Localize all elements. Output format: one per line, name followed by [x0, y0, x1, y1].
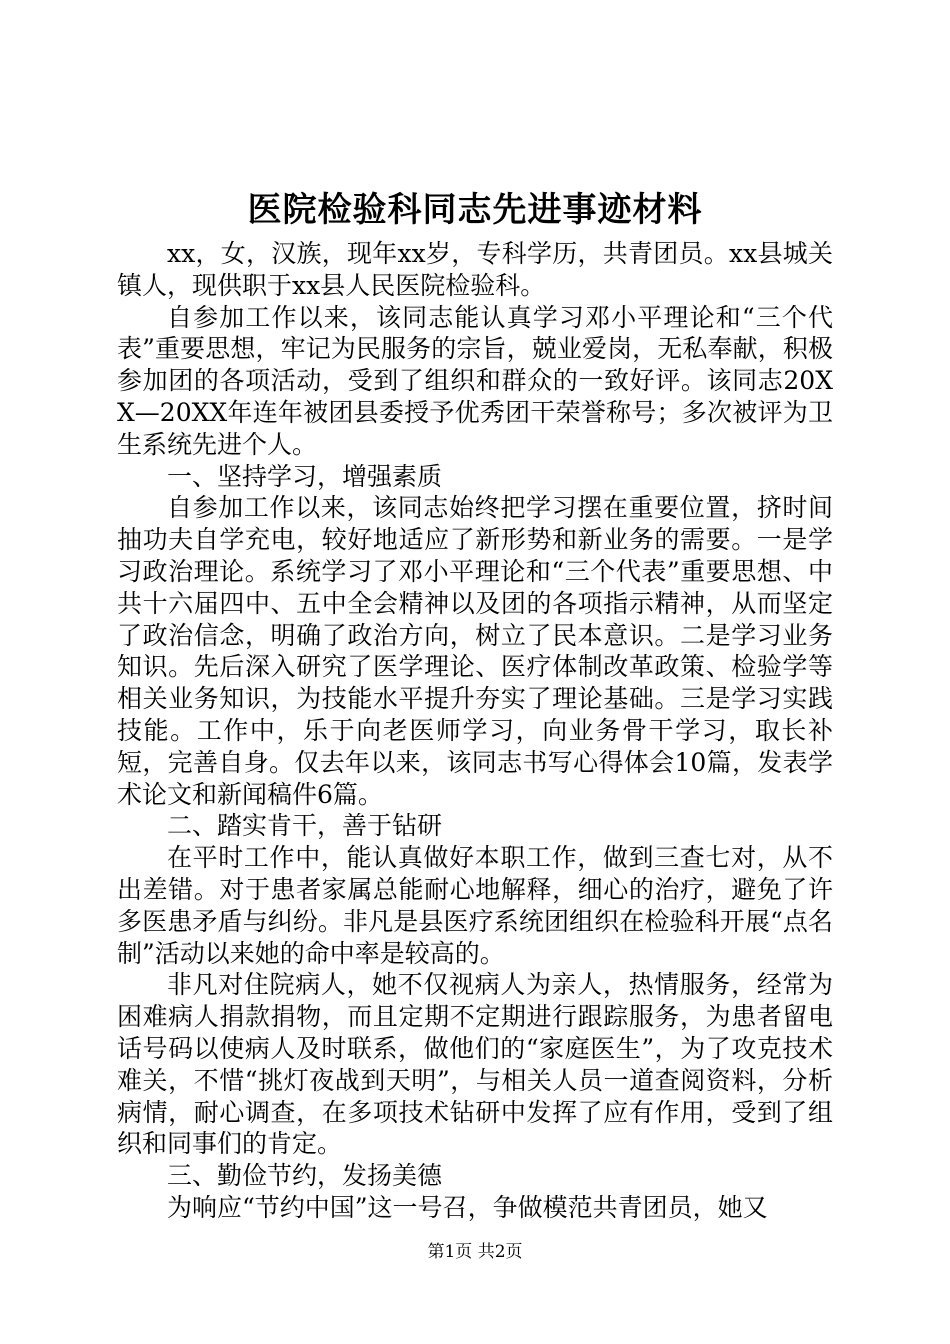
paragraph-study: 自参加工作以来，该同志始终把学习摆在重要位置，挤时间抽功夫自学充电，较好地适应了新形势和新业务的需要。一是学习政治理论。系统学习了邓小平理论和“三个代表”重要思想、中共十六届四中、五中全会精神以及团的各项指示精神，从而坚定了政治信念，明确了政治方向，树立了民本意识。二是学习业务知识。先后深入研究了医学理论、医疗体制改革政策、检验学等相关业务知识，为技能水平提升夯实了理论基础。三是学习实践技能。工作中，乐于向老医师学习，向业务骨干学习，取长补短，完善自身。仅去年以来，该同志书写心得体会10篇，发表学术论文和新闻稿件6篇。	[117, 493, 833, 809]
paragraph-patients: 非凡对住院病人，她不仅视病人为亲人，热情服务，经常为困难病人捐款捐物，而且定期不定期进行跟踪服务，为患者留电话号码以使病人及时联系，做他们的“家庭医生”，为了攻克技术难关，不惜“挑灯夜战到天明”，与相关人员一道查阅资料，分析病情，耐心调查，在多项技术钻研中发挥了应有作用，受到了组织和同事们的肯定。	[117, 970, 833, 1159]
section-heading-3: 三、勤俭节约，发扬美德	[167, 1161, 443, 1191]
paragraph-work: 在平时工作中，能认真做好本职工作，做到三查七对，从不出差错。对于患者家属总能耐心地解释，细心的治疗，避免了许多医患矛盾与纠纷。非凡是县医疗系统团组织在检验科开展“点名制”活动以来她的命中率是较高的。	[117, 843, 833, 968]
document-body	[117, 238, 833, 1224]
paragraph-summary: 自参加工作以来，该同志能认真学习邓小平理论和“三个代表”重要思想，牢记为民服务的宗旨，兢业爱岗，无私奉献，积极参加团的各项活动，受到了组织和群众的一致好评。该同志20XX—20XX年连年被团县委授予优秀团干荣誉称号；多次被评为卫生系统先进个人。	[117, 302, 833, 459]
paragraph-thrift: 为响应“节约中国”这一号召，争做模范共青团员，她又	[167, 1192, 768, 1222]
section-heading-1: 一、坚持学习，增强素质	[167, 461, 443, 491]
section-heading-2: 二、踏实肯干，善于钻研	[167, 811, 443, 841]
page-number-footer: 第1页 共2页	[427, 1242, 523, 1262]
document-title: 医院检验科同志先进事迹材料	[247, 190, 703, 230]
paragraph-intro: xx，女，汉族，现年xx岁，专科学历，共青团员。xx县城关镇人，现供职于xx县人民医院检验科。	[117, 239, 833, 300]
